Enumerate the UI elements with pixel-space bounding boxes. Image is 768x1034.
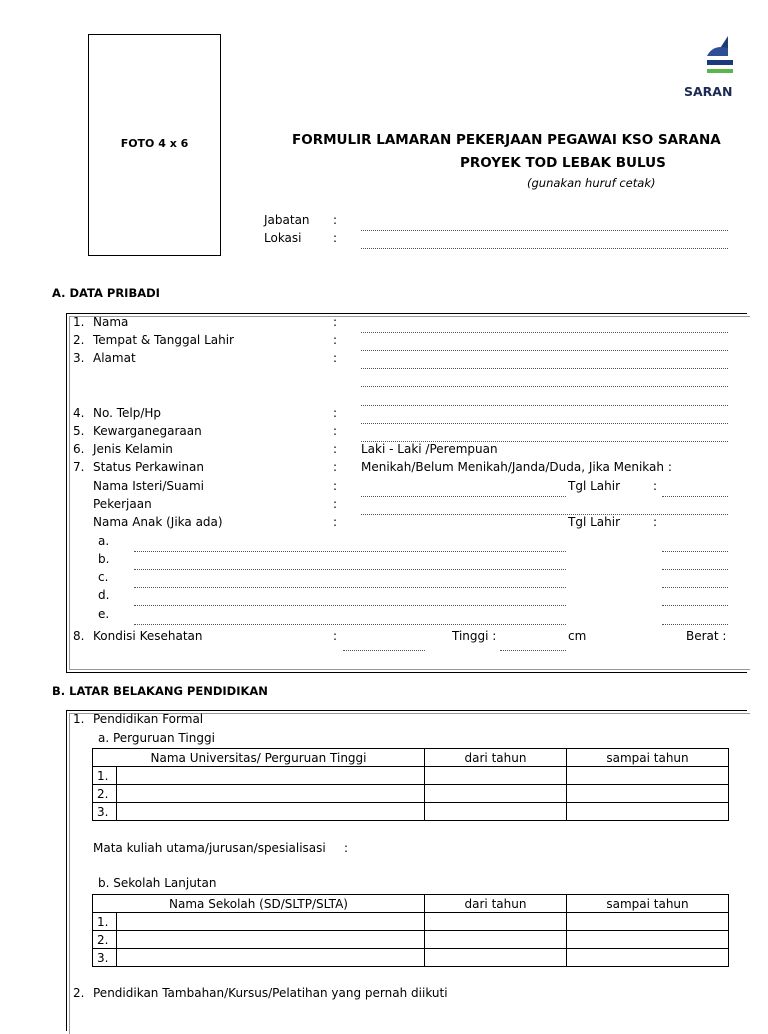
jenis-kelamin-options[interactable]: Laki - Laki /Perempuan <box>361 442 498 456</box>
item-sep: : <box>333 460 338 474</box>
ttl-input-line[interactable] <box>361 350 728 351</box>
telp-input-line[interactable] <box>361 423 728 424</box>
univ-name-cell[interactable] <box>117 803 425 821</box>
tinggi-unit: cm <box>568 629 587 643</box>
item-sep: : <box>333 629 338 643</box>
item-num: 2. <box>73 333 85 347</box>
univ-name-cell[interactable] <box>117 767 425 785</box>
child-input-line[interactable] <box>134 551 566 552</box>
photo-box <box>88 34 221 256</box>
item-num: 4. <box>73 406 85 420</box>
to-year-cell[interactable] <box>567 803 729 821</box>
child-input-line[interactable] <box>134 587 566 588</box>
child-input-line[interactable] <box>134 605 566 606</box>
item-label-status: Status Perkawinan <box>93 460 204 474</box>
item-label-anak: Nama Anak (Jika ada) <box>93 515 223 529</box>
row-num: 2. <box>93 931 117 949</box>
school-name-cell[interactable] <box>117 931 425 949</box>
from-year-cell[interactable] <box>425 803 567 821</box>
item-num: 1. <box>73 315 85 329</box>
extra-label: Pendidikan Tambahan/Kursus/Pelatihan yang pernah diikuti <box>93 986 448 1000</box>
item-num: 8. <box>73 629 85 643</box>
table-row[interactable] <box>93 949 729 967</box>
logo-text: SARAN <box>684 84 733 99</box>
col-header-from: dari tahun <box>425 749 567 767</box>
child-dob-input-line[interactable] <box>662 551 728 552</box>
child-input-line[interactable] <box>134 624 566 625</box>
item-sep: : <box>333 515 338 529</box>
univ-name-cell[interactable] <box>117 785 425 803</box>
form-title: FORMULIR LAMARAN PEKERJAAN PEGAWAI KSO SARANA <box>292 132 721 148</box>
alamat-input-line[interactable] <box>361 386 728 387</box>
berat-label: Berat : <box>686 629 727 643</box>
item-num: 6. <box>73 442 85 456</box>
form-subtitle: PROYEK TOD LEBAK BULUS <box>460 155 666 171</box>
alamat-input-line[interactable] <box>361 405 728 406</box>
univ-label: a. Perguruan Tinggi <box>98 731 215 745</box>
item-label-nama: Nama <box>93 315 129 329</box>
field-label-lokasi: Lokasi <box>264 231 302 245</box>
item-num: 5. <box>73 424 85 438</box>
spouse-dob-label: Tgl Lahir <box>568 479 621 493</box>
school-label: b. Sekolah Lanjutan <box>98 876 217 890</box>
field-label-jabatan: Jabatan <box>264 213 310 227</box>
section-b-title: B. LATAR BELAKANG PENDIDIKAN <box>52 684 268 698</box>
child-dob-input-line[interactable] <box>662 624 728 625</box>
from-year-cell[interactable] <box>425 913 567 931</box>
item-sep: : <box>333 424 338 438</box>
item-sep: : <box>333 406 338 420</box>
col-header-name: Nama Sekolah (SD/SLTP/SLTA) <box>93 895 425 913</box>
to-year-cell[interactable] <box>567 767 729 785</box>
item-label-kesehatan: Kondisi Kesehatan <box>93 629 203 643</box>
to-year-cell[interactable] <box>567 913 729 931</box>
item-sep: : <box>333 333 338 347</box>
item-num: 3. <box>73 351 85 365</box>
to-year-cell[interactable] <box>567 931 729 949</box>
field-sep: : <box>333 213 338 227</box>
spouse-dob-input-line[interactable] <box>662 496 728 497</box>
from-year-cell[interactable] <box>425 785 567 803</box>
table-row[interactable] <box>93 931 729 949</box>
item-sep: : <box>333 351 338 365</box>
child-letter: b. <box>98 552 110 566</box>
section-a-inner-frame <box>69 316 750 670</box>
item-label-alamat: Alamat <box>93 351 136 365</box>
to-year-cell[interactable] <box>567 949 729 967</box>
child-dob-input-line[interactable] <box>662 569 728 570</box>
company-logo <box>703 34 733 82</box>
to-year-cell[interactable] <box>567 785 729 803</box>
col-header-to: sampai tahun <box>567 895 729 913</box>
item-label-spouse: Nama Isteri/Suami <box>93 479 204 493</box>
formal-num: 1. <box>73 712 85 726</box>
nama-input-line[interactable] <box>361 332 728 333</box>
table-row[interactable] <box>93 803 729 821</box>
item-label-jenis-kelamin: Jenis Kelamin <box>93 442 173 456</box>
table-header-row <box>93 895 729 913</box>
item-sep: : <box>333 442 338 456</box>
row-num: 3. <box>93 803 117 821</box>
university-table <box>92 748 729 821</box>
item-num: 7. <box>73 460 85 474</box>
field-sep: : <box>333 231 338 245</box>
table-header-row <box>93 749 729 767</box>
from-year-cell[interactable] <box>425 949 567 967</box>
table-row[interactable] <box>93 767 729 785</box>
photo-label: FOTO 4 x 6 <box>120 137 189 150</box>
item-label-pekerjaan: Pekerjaan <box>93 497 152 511</box>
school-table <box>92 894 729 967</box>
from-year-cell[interactable] <box>425 767 567 785</box>
child-dob-label: Tgl Lahir <box>568 515 621 529</box>
item-label-ttl: Tempat & Tanggal Lahir <box>93 333 234 347</box>
major-label: Mata kuliah utama/jurusan/spesialisasi <box>93 841 326 855</box>
child-letter: e. <box>98 607 110 621</box>
status-options[interactable]: Menikah/Belum Menikah/Janda/Duda, Jika Menikah : <box>361 460 672 474</box>
alamat-input-line[interactable] <box>361 368 728 369</box>
col-header-name: Nama Universitas/ Perguruan Tinggi <box>93 749 425 767</box>
child-letter: d. <box>98 588 110 602</box>
formal-label: Pendidikan Formal <box>93 712 204 726</box>
spouse-input-line[interactable] <box>361 496 566 497</box>
child-letter: c. <box>98 570 109 584</box>
row-num: 2. <box>93 785 117 803</box>
col-header-from: dari tahun <box>425 895 567 913</box>
row-num: 1. <box>93 767 117 785</box>
table-row[interactable] <box>93 785 729 803</box>
item-sep: : <box>333 479 338 493</box>
lokasi-input-line[interactable] <box>361 248 728 249</box>
child-dob-input-line[interactable] <box>662 605 728 606</box>
major-sep: : <box>344 841 349 855</box>
school-name-cell[interactable] <box>117 949 425 967</box>
item-label-kewarganegaraan: Kewarganegaraan <box>93 424 202 438</box>
item-sep: : <box>333 315 338 329</box>
school-name-cell[interactable] <box>117 913 425 931</box>
col-header-to: sampai tahun <box>567 749 729 767</box>
tinggi-input-line[interactable] <box>500 650 566 651</box>
form-hint: (gunakan huruf cetak) <box>527 176 656 190</box>
child-dob-input-line[interactable] <box>662 587 728 588</box>
from-year-cell[interactable] <box>425 931 567 949</box>
jabatan-input-line[interactable] <box>361 230 728 231</box>
row-num: 3. <box>93 949 117 967</box>
table-row[interactable] <box>93 913 729 931</box>
tinggi-label: Tinggi : <box>452 629 497 643</box>
pekerjaan-input-line[interactable] <box>361 514 728 515</box>
extra-num: 2. <box>73 986 85 1000</box>
item-sep: : <box>333 497 338 511</box>
item-label-telp: No. Telp/Hp <box>93 406 162 420</box>
kesehatan-input-line[interactable] <box>343 650 425 651</box>
section-a-title: A. DATA PRIBADI <box>52 286 160 300</box>
row-num: 1. <box>93 913 117 931</box>
child-input-line[interactable] <box>134 569 566 570</box>
item-sep: : <box>653 479 658 493</box>
item-sep: : <box>653 515 658 529</box>
child-letter: a. <box>98 534 110 548</box>
